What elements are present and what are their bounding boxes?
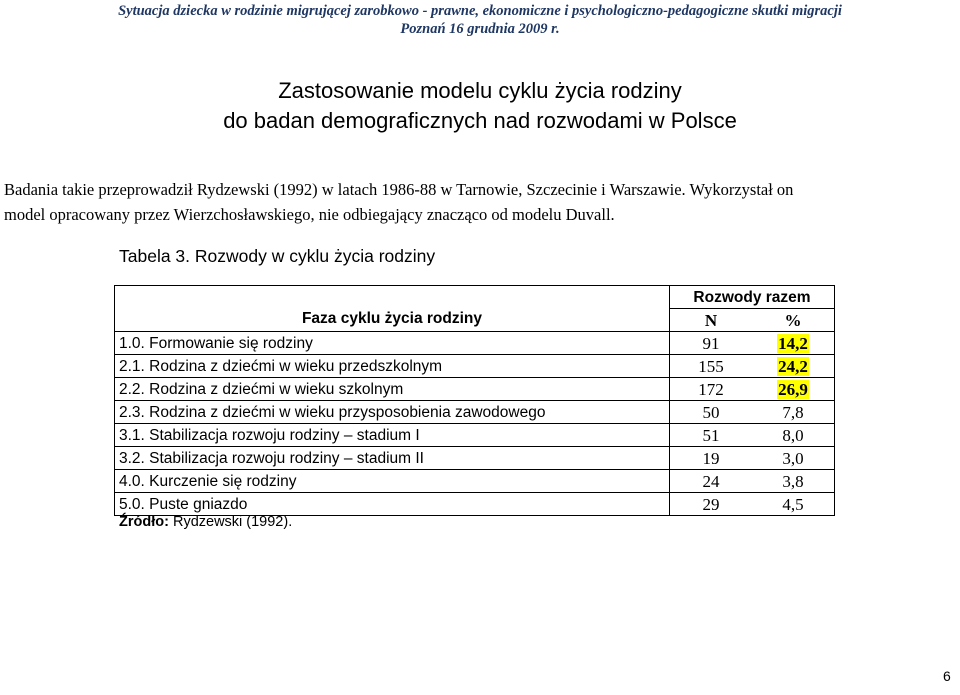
running-header <box>0 2 960 38</box>
row-pct: 7,8 <box>782 402 804 422</box>
source-label: Źródło: <box>119 514 169 530</box>
header-n: N <box>670 309 753 332</box>
table-caption: Tabela 3. Rozwody w cyklu życia rodziny <box>119 246 436 266</box>
row-pct: 8,0 <box>782 425 804 445</box>
divorces-table <box>114 285 835 516</box>
table-source <box>119 514 292 530</box>
table-row <box>115 378 835 401</box>
row-phase: 2.3. Rodzina z dziećmi w wieku przysposobienia zawodowego <box>115 401 670 424</box>
row-n: 50 <box>670 401 753 424</box>
row-pct: 4,5 <box>782 494 804 514</box>
page-title <box>0 76 960 136</box>
row-pct-cell <box>752 401 835 424</box>
row-n: 19 <box>670 447 753 470</box>
row-phase: 3.2. Stabilizacja rozwoju rodziny – stadium II <box>115 447 670 470</box>
table-row <box>115 355 835 378</box>
row-pct: 14,2 <box>778 333 808 353</box>
header-pct: % <box>752 309 835 332</box>
row-phase: 5.0. Puste gniazdo <box>115 493 670 516</box>
row-n: 155 <box>670 355 753 378</box>
row-phase: 4.0. Kurczenie się rodziny <box>115 470 670 493</box>
title-line-1: Zastosowanie modelu cyklu życia rodziny <box>278 78 682 103</box>
table-row <box>115 332 835 355</box>
row-pct-cell <box>752 447 835 470</box>
row-phase: 2.1. Rodzina z dziećmi w wieku przedszkolnym <box>115 355 670 378</box>
header-title: Sytuacja dziecka w rodzinie migrującej zarobkowo - prawne, ekonomiczne i psychologiczno-pedagogiczne skutki migracji <box>118 3 842 19</box>
row-pct-cell <box>752 470 835 493</box>
row-pct-cell <box>752 332 835 355</box>
paragraph-line-2: model opracowany przez Wierzchosławskiego, nie odbiegający znacząco od modelu Duvall. <box>4 205 615 224</box>
row-pct: 26,9 <box>778 379 808 399</box>
source-text: Rydzewski (1992). <box>168 514 293 530</box>
row-n: 172 <box>670 378 753 401</box>
title-line-2: do badan demograficznych nad rozwodami w Polsce <box>223 108 737 133</box>
row-pct-cell <box>752 493 835 516</box>
row-n: 24 <box>670 470 753 493</box>
header-phase: Faza cyklu życia rodziny <box>301 310 483 327</box>
row-n: 29 <box>670 493 753 516</box>
row-pct: 3,8 <box>782 471 804 491</box>
paragraph-line-1: Badania takie przeprowadził Rydzewski (1992) w latach 1986-88 w Tarnowie, Szczecinie i Warszawie. Wykorzystał on <box>4 180 794 199</box>
header-divorces: Rozwody razem <box>670 286 835 309</box>
table-row <box>115 470 835 493</box>
row-pct-cell <box>752 355 835 378</box>
row-pct: 3,0 <box>782 448 804 468</box>
table-row <box>115 493 835 516</box>
table-row <box>115 447 835 470</box>
row-pct-cell <box>752 424 835 447</box>
table-row <box>115 401 835 424</box>
row-phase: 1.0. Formowanie się rodziny <box>115 332 670 355</box>
row-pct-cell <box>752 378 835 401</box>
row-pct: 24,2 <box>778 356 808 376</box>
table-row <box>115 424 835 447</box>
row-phase: 2.2. Rodzina z dziećmi w wieku szkolnym <box>115 378 670 401</box>
intro-paragraph <box>4 177 958 227</box>
page-number: 6 <box>943 668 951 684</box>
header-date: Poznań 16 grudnia 2009 r. <box>400 21 560 37</box>
row-phase: 3.1. Stabilizacja rozwoju rodziny – stadium I <box>115 424 670 447</box>
row-n: 91 <box>670 332 753 355</box>
row-n: 51 <box>670 424 753 447</box>
